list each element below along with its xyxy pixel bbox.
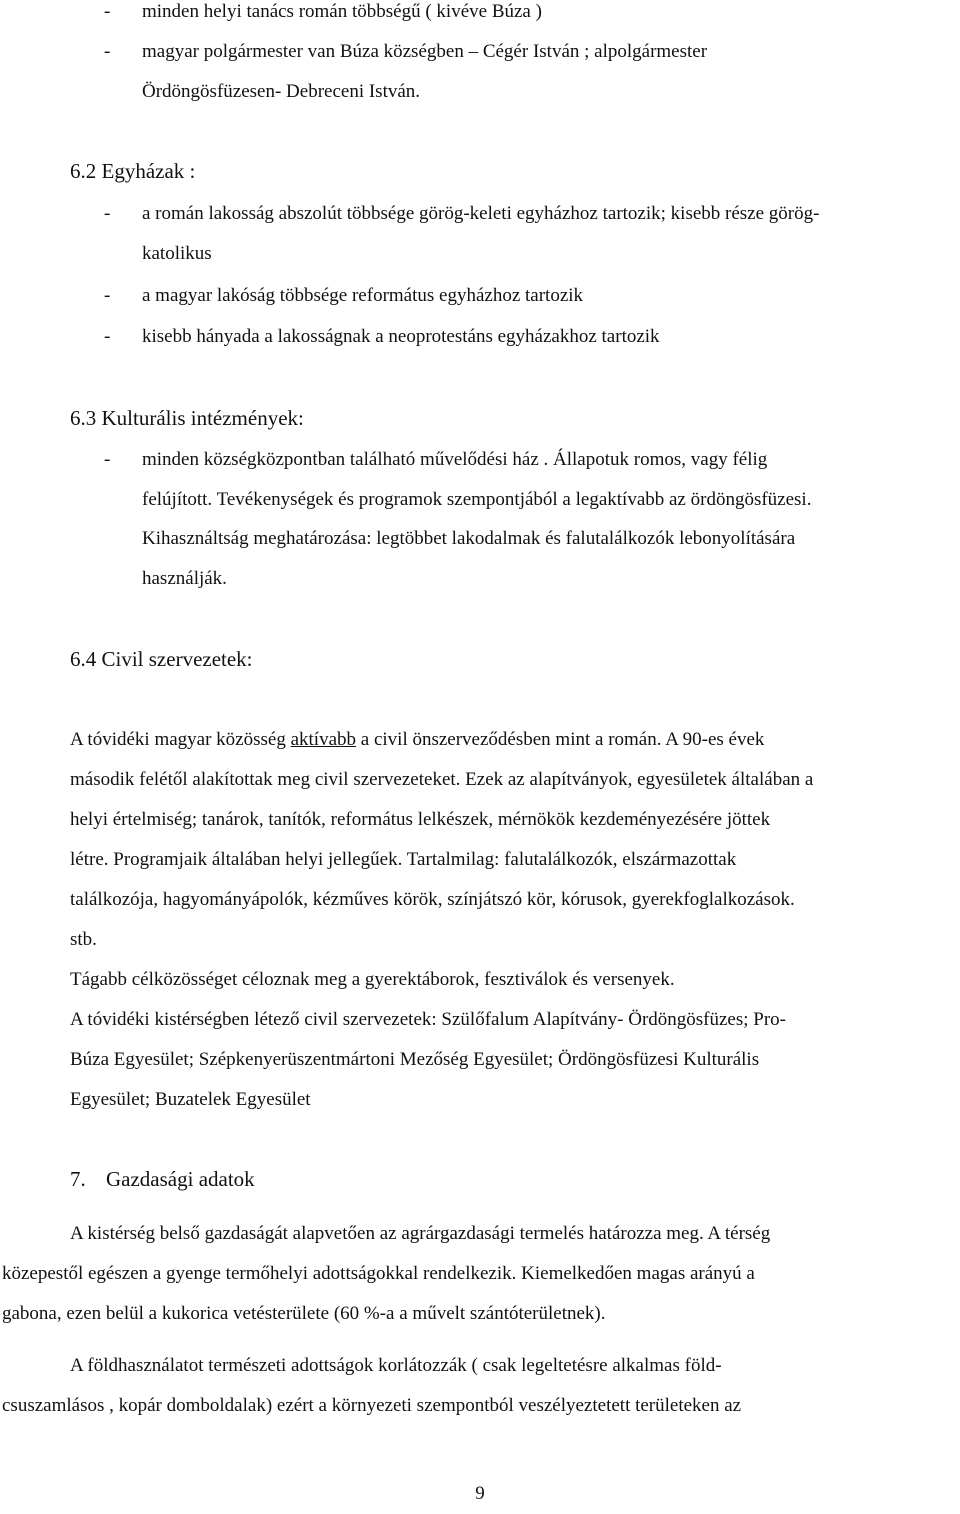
list-item: a román lakosság abszolút többsége görög-keleti egyházhoz tartozik; kisebb része görög- [142,203,820,224]
paragraph-line: közepestől egészen a gyenge termőhelyi adottságokkal rendelkezik. Kiemelkedően magas arányú a [2,1263,755,1284]
text-run: a civil önszerveződésben mint a román. A 90-es évek [356,729,765,750]
list-item: magyar polgármester van Búza községben – Cégér István ; alpolgármester [142,41,708,62]
paragraph-line: helyi értelmiség; tanárok, tanítók, református lelkészek, mérnökök kezdeményezésére jöttek [70,809,771,830]
list-dash: - [104,41,111,62]
list-item-continuation: katolikus [142,243,212,264]
paragraph-line: Tágabb célközösséget céloznak meg a gyerektáborok, fesztiválok és versenyek. [70,969,675,990]
list-item-continuation: Ördöngösfüzesen- Debreceni István. [142,81,421,102]
list-item: minden helyi tanács román többségű ( kivéve Búza ) [142,1,542,22]
list-dash: - [104,449,111,470]
list-dash: - [104,326,111,347]
paragraph-line: Búza Egyesület; Szépkenyerüszentmártoni Mezőség Egyesület; Ördöngösfüzesi Kulturális [70,1049,760,1070]
list-item: a magyar lakóság többsége református egyházhoz tartozik [142,285,584,306]
page-number: 9 [475,1483,485,1504]
list-item: kisebb hányada a lakosságnak a neoprotestáns egyházakhoz tartozik [142,326,660,347]
list-item-continuation: Kihasználtság meghatározása: legtöbbet lakodalmak és falutalálkozók lebonyolítására [142,528,796,549]
paragraph-line: létre. Programjaik általában helyi jellegűek. Tartalmilag: falutalálkozók, elszármazottak [70,849,737,870]
paragraph-line: második felétől alakítottak meg civil szervezeteket. Ezek az alapítványok, egyesületek általában a [70,769,814,790]
section-number-7: 7. [70,1167,86,1191]
section-heading-6-4: 6.4 Civil szervezetek: [70,647,253,671]
paragraph-line: Egyesület; Buzatelek Egyesület [70,1089,311,1110]
paragraph-line [70,728,764,752]
paragraph-line: A földhasználatot természeti adottságok korlátozzák ( csak legeltetésre alkalmas föld- [70,1355,722,1376]
text-run: A tóvidéki magyar közösség [70,729,291,750]
paragraph-line: stb. [70,929,97,950]
list-item: minden községközpontban található művelődési ház . Állapotuk romos, vagy félig [142,449,768,470]
paragraph-line: csuszamlásos , kopár domboldalak) ezért a környezeti szempontból veszélyeztetett területeken az [2,1395,742,1416]
paragraph-line: A kistérség belső gazdaságát alapvetően az agrárgazdasági termelés határozza meg. A térség [70,1223,771,1244]
list-item-continuation: felújított. Tevékenységek és programok szempontjából a legaktívabb az ördöngösfüzesi. [142,489,812,510]
section-heading-6-2: 6.2 Egyházak : [70,159,196,183]
paragraph-line: találkozója, hagyományápolók, kézműves körök, színjátszó kör, kórusok, gyerekfoglalkozások. [70,889,795,910]
section-heading-7: Gazdasági adatok [106,1167,255,1191]
list-dash: - [104,285,111,306]
underlined-word: aktívabb [290,729,357,750]
list-dash: - [104,203,111,224]
paragraph-line: gabona, ezen belül a kukorica vetésterülete (60 %-a a művelt szántóterületnek). [2,1303,606,1324]
list-item-continuation: használják. [142,568,227,589]
section-heading-6-3: 6.3 Kulturális intézmények: [70,406,304,430]
list-dash: - [104,1,111,22]
paragraph-line: A tóvidéki kistérségben létező civil szervezetek: Szülőfalum Alapítvány- Ördöngösfüzes; Pro- [70,1009,786,1030]
